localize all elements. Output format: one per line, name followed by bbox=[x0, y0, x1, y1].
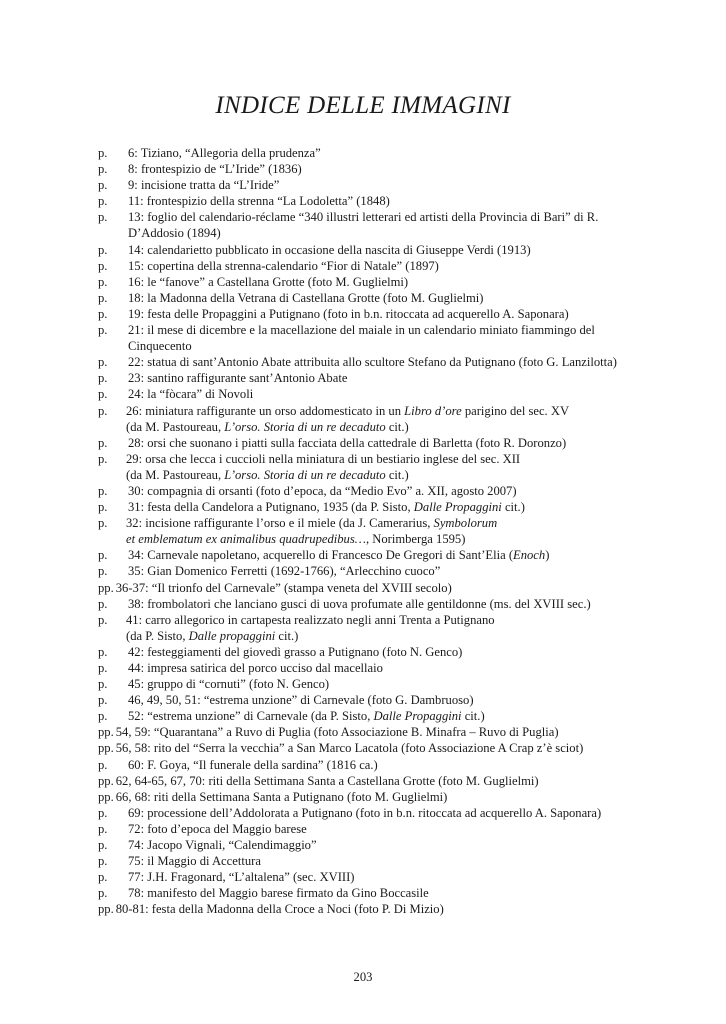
entry-text: 29: orsa che lecca i cuccioli nella miniatura di un bestiario inglese del sec. XII bbox=[126, 451, 521, 466]
entry-description bbox=[114, 740, 638, 756]
entry-text: cit.) bbox=[385, 419, 409, 434]
page-prefix: p. bbox=[98, 757, 108, 772]
entry-description bbox=[126, 209, 638, 241]
entry-text: parigino del sec. XV bbox=[461, 403, 570, 418]
entry-text: 66, 68: riti della Settimana Santa a Putignano (foto M. Guglielmi) bbox=[115, 789, 448, 804]
entry-text: 46, 49, 50, 51: “estrema unzione” di Carnevale (foto G. Dambruoso) bbox=[128, 693, 474, 708]
entry-description bbox=[126, 322, 638, 354]
italic-title: Dalle Propaggini bbox=[373, 709, 462, 724]
page-prefix: p. bbox=[98, 548, 108, 563]
entry-description bbox=[126, 547, 638, 563]
entry-description bbox=[126, 515, 638, 547]
entry-description bbox=[126, 563, 638, 579]
page-prefix: p. bbox=[98, 612, 108, 627]
entry-text: 36-37: “Il trionfo del Carnevale” (stampa veneta del XVIII secolo) bbox=[115, 580, 452, 595]
entry-description bbox=[126, 161, 638, 177]
page-prefix: p. bbox=[98, 854, 108, 869]
entry-text: 69: processione dell’Addolorata a Putignano (foto in b.n. ritoccata ad acquerello A. Saponara) bbox=[128, 805, 602, 820]
page-prefix: p. bbox=[98, 258, 108, 273]
index-entry bbox=[98, 740, 638, 756]
page-prefix: p. bbox=[98, 403, 108, 418]
page-prefix: p. bbox=[98, 677, 108, 692]
page-prefix: p. bbox=[98, 306, 108, 321]
page-prefix: p. bbox=[98, 644, 108, 659]
page-prefix: p. bbox=[98, 242, 108, 257]
entry-description bbox=[126, 290, 638, 306]
index-entry bbox=[98, 274, 638, 290]
index-entry bbox=[98, 885, 638, 901]
index-entry bbox=[98, 692, 638, 708]
index-entry bbox=[98, 547, 638, 563]
page-prefix: p. bbox=[98, 210, 108, 225]
entry-text: 52: “estrema unzione” di Carnevale (da P. Sisto, bbox=[128, 709, 374, 724]
index-entry bbox=[98, 258, 638, 274]
entry-description bbox=[126, 596, 638, 612]
entry-text: 60: F. Goya, “Il funerale della sardina” (1816 ca.) bbox=[128, 757, 378, 772]
index-entry bbox=[98, 901, 638, 917]
index-entry bbox=[98, 515, 638, 547]
italic-title: Symbolorum bbox=[433, 516, 498, 531]
entry-text: 35: Gian Domenico Ferretti (1692-1766), “Arlecchino cuoco” bbox=[128, 564, 441, 579]
entry-description bbox=[126, 821, 638, 837]
entry-description bbox=[126, 354, 638, 370]
page-prefix: p. bbox=[98, 371, 108, 386]
entry-text: 30: compagnia di orsanti (foto d’epoca, da “Medio Evo” a. XII, agosto 2007) bbox=[128, 483, 517, 498]
entry-text: 80-81: festa della Madonna della Croce a Noci (foto P. Di Mizio) bbox=[115, 902, 444, 917]
entry-line bbox=[126, 612, 638, 628]
italic-title: et emblematum ex animalibus quadrupedibus…, bbox=[126, 532, 370, 547]
index-entry bbox=[98, 580, 638, 596]
index-entry bbox=[98, 708, 638, 724]
entry-text: cit.) bbox=[385, 467, 409, 482]
image-index-list bbox=[98, 145, 638, 918]
entry-description bbox=[126, 177, 638, 193]
index-entry bbox=[98, 145, 638, 161]
page-prefix: p. bbox=[98, 821, 108, 836]
page-prefix: p. bbox=[98, 838, 108, 853]
page-prefix: p. bbox=[98, 596, 108, 611]
entry-text: 16: le “fanove” a Castellana Grotte (foto M. Guglielmi) bbox=[128, 274, 409, 289]
index-entry bbox=[98, 821, 638, 837]
index-entry bbox=[98, 563, 638, 579]
entry-line bbox=[126, 628, 638, 644]
page-prefix: pp. bbox=[98, 580, 114, 595]
page-prefix: p. bbox=[98, 355, 108, 370]
italic-title: Enoch bbox=[513, 548, 546, 563]
entry-text: 41: carro allegorico in cartapesta realizzato negli anni Trenta a Putignano bbox=[126, 612, 495, 627]
entry-description bbox=[126, 869, 638, 885]
page-prefix: p. bbox=[98, 564, 108, 579]
index-entry bbox=[98, 242, 638, 258]
entry-text: 74: Jacopo Vignali, “Calendimaggio” bbox=[128, 838, 317, 853]
entry-text: 31: festa della Candelora a Putignano, 1935 (da P. Sisto, bbox=[128, 500, 414, 515]
entry-text: 15: copertina della strenna-calendario “Fior di Natale” (1897) bbox=[128, 258, 439, 273]
index-entry bbox=[98, 435, 638, 451]
page-prefix: pp. bbox=[98, 725, 114, 740]
index-entry bbox=[98, 596, 638, 612]
index-entry bbox=[98, 805, 638, 821]
entry-description bbox=[126, 612, 638, 644]
entry-text: cit.) bbox=[501, 500, 525, 515]
italic-title: L’orso. Storia di un re decaduto bbox=[224, 419, 386, 434]
index-entry bbox=[98, 869, 638, 885]
page-prefix: p. bbox=[98, 483, 108, 498]
index-entry bbox=[98, 177, 638, 193]
index-entry bbox=[98, 161, 638, 177]
entry-description bbox=[126, 258, 638, 274]
entry-line bbox=[126, 467, 638, 483]
page-prefix: p. bbox=[98, 661, 108, 675]
index-entry bbox=[98, 660, 638, 676]
page-title: INDICE DELLE IMMAGINI bbox=[215, 92, 511, 119]
page-prefix: p. bbox=[98, 387, 108, 402]
entry-text: (da M. Pastoureau, bbox=[126, 419, 225, 434]
entry-description bbox=[114, 773, 638, 789]
index-entry bbox=[98, 676, 638, 692]
page-prefix: p. bbox=[98, 451, 108, 466]
page-prefix: p. bbox=[98, 709, 108, 724]
page-prefix: p. bbox=[98, 516, 108, 531]
entry-text: 72: foto d’epoca del Maggio barese bbox=[128, 821, 307, 836]
entry-description bbox=[126, 853, 638, 869]
page-prefix: p. bbox=[98, 435, 108, 450]
index-entry bbox=[98, 306, 638, 322]
entry-text: 22: statua di sant’Antonio Abate attribuita allo scultore Stefano da Putignano (foto G. Lanzilotta) bbox=[128, 355, 617, 370]
entry-text: 44: impresa satirica del porco ucciso dal macellaio bbox=[128, 661, 383, 675]
entry-description bbox=[126, 660, 638, 676]
italic-title: Dalle Propaggini bbox=[413, 500, 502, 515]
entry-description bbox=[126, 708, 638, 724]
entry-text: 19: festa delle Propaggini a Putignano (foto in b.n. ritoccata ad acquerello A. Saponara) bbox=[128, 306, 569, 321]
index-entry bbox=[98, 837, 638, 853]
page-prefix: p. bbox=[98, 323, 108, 338]
index-entry bbox=[98, 773, 638, 789]
entry-text: Norimberga 1595) bbox=[369, 532, 466, 547]
page-prefix: p. bbox=[98, 290, 108, 305]
italic-title: Libro d’ore bbox=[404, 403, 462, 418]
entry-text: 11: frontespizio della strenna “La Lodoletta” (1848) bbox=[128, 194, 390, 209]
page-prefix: p. bbox=[98, 870, 108, 885]
index-entry bbox=[98, 193, 638, 209]
entry-text: 45: gruppo di “cornuti” (foto N. Genco) bbox=[128, 677, 330, 692]
entry-text: 54, 59: “Quarantana” a Ruvo di Puglia (foto Associazione B. Minafra – Ruvo di Puglia) bbox=[115, 725, 559, 740]
index-entry bbox=[98, 853, 638, 869]
entry-description bbox=[114, 580, 638, 596]
entry-text: 28: orsi che suonano i piatti sulla facciata della cattedrale di Barletta (foto R. Doronzo) bbox=[128, 435, 567, 450]
index-entry bbox=[98, 370, 638, 386]
entry-text: 8: frontespizio de “L’Iride” (1836) bbox=[128, 162, 302, 177]
entry-text: (da P. Sisto, bbox=[126, 628, 189, 643]
entry-description bbox=[126, 370, 638, 386]
entry-text: cit.) bbox=[461, 709, 485, 724]
entry-text: 26: miniatura raffigurante un orso addomesticato in un bbox=[126, 403, 405, 418]
entry-description bbox=[126, 885, 638, 901]
page-prefix: p. bbox=[98, 178, 108, 193]
entry-text: (da M. Pastoureau, bbox=[126, 467, 225, 482]
entry-description bbox=[126, 193, 638, 209]
entry-description bbox=[126, 483, 638, 499]
index-entry bbox=[98, 209, 638, 241]
entry-text: 23: santino raffigurante sant’Antonio Abate bbox=[128, 371, 348, 386]
entry-text: cit.) bbox=[275, 628, 299, 643]
index-entry bbox=[98, 483, 638, 499]
entry-description bbox=[126, 435, 638, 451]
page-prefix: p. bbox=[98, 194, 108, 209]
entry-description bbox=[126, 403, 638, 435]
entry-text: 18: la Madonna della Vetrana di Castellana Grotte (foto M. Guglielmi) bbox=[128, 290, 484, 305]
index-entry bbox=[98, 322, 638, 354]
index-entry bbox=[98, 644, 638, 660]
entry-description bbox=[126, 837, 638, 853]
entry-text: 75: il Maggio di Accettura bbox=[128, 854, 261, 869]
page-prefix: p. bbox=[98, 693, 108, 708]
entry-text: 21: il mese di dicembre e la macellazione del maiale in un calendario miniato fiammingo del Cinquecento bbox=[128, 323, 595, 354]
page-prefix: p. bbox=[98, 274, 108, 289]
entry-text: 38: frombolatori che lanciano gusci di uova profumate alle gentildonne (ms. del XVIII sec.) bbox=[128, 596, 591, 611]
entry-description bbox=[114, 724, 638, 740]
page-prefix: pp. bbox=[98, 773, 114, 788]
page-prefix: p. bbox=[98, 886, 108, 901]
page-prefix: p. bbox=[98, 146, 108, 160]
entry-text: 77: J.H. Fragonard, “L’altalena” (sec. XVIII) bbox=[128, 870, 355, 885]
page-prefix: pp. bbox=[98, 741, 114, 756]
index-entry bbox=[98, 724, 638, 740]
index-entry bbox=[98, 354, 638, 370]
index-entry bbox=[98, 499, 638, 515]
italic-title: Dalle propaggini bbox=[188, 628, 276, 643]
entry-description bbox=[114, 789, 638, 805]
entry-line bbox=[126, 531, 638, 547]
page-prefix: p. bbox=[98, 162, 108, 177]
entry-description bbox=[126, 242, 638, 258]
page-prefix: p. bbox=[98, 500, 108, 515]
index-entry bbox=[98, 612, 638, 644]
index-entry bbox=[98, 403, 638, 435]
index-entry bbox=[98, 757, 638, 773]
entry-description bbox=[126, 145, 638, 161]
entry-description bbox=[114, 901, 638, 917]
index-entry bbox=[98, 451, 638, 483]
index-entry bbox=[98, 789, 638, 805]
entry-line bbox=[126, 419, 638, 435]
entry-description bbox=[126, 692, 638, 708]
entry-description bbox=[126, 644, 638, 660]
entry-text: 14: calendarietto pubblicato in occasione della nascita di Giuseppe Verdi (1913) bbox=[128, 242, 531, 257]
page-prefix: p. bbox=[98, 805, 108, 820]
entry-text: 42: festeggiamenti del giovedì grasso a Putignano (foto N. Genco) bbox=[128, 644, 463, 659]
entry-text: 24: la “fòcara” di Novoli bbox=[128, 387, 254, 402]
page-prefix: pp. bbox=[98, 902, 114, 917]
entry-description bbox=[126, 499, 638, 515]
index-entry bbox=[98, 290, 638, 306]
entry-text: 6: Tiziano, “Allegoria della prudenza” bbox=[128, 146, 321, 160]
entry-description bbox=[126, 805, 638, 821]
entry-line bbox=[126, 403, 638, 419]
entry-text: 56, 58: rito del “Serra la vecchia” a San Marco Lacatola (foto Associazione A Crap z’è sciot) bbox=[115, 741, 584, 756]
entry-text: 34: Carnevale napoletano, acquerello di Francesco De Gregori di Sant’Elia ( bbox=[128, 548, 514, 563]
entry-text: 9: incisione tratta da “L’Iride” bbox=[128, 178, 280, 193]
entry-line bbox=[126, 515, 638, 531]
index-entry bbox=[98, 386, 638, 402]
entry-description bbox=[126, 386, 638, 402]
entry-text: 13: foglio del calendario-réclame “340 illustri letterari ed artisti della Provincia di Bari” di R. D’Addosio (1894) bbox=[128, 210, 599, 241]
entry-description bbox=[126, 451, 638, 483]
entry-description bbox=[126, 274, 638, 290]
entry-description bbox=[126, 306, 638, 322]
entry-line bbox=[126, 451, 638, 467]
entry-text: ) bbox=[545, 548, 550, 563]
entry-text: 78: manifesto del Maggio barese firmato da Gino Boccasile bbox=[128, 886, 429, 901]
page-prefix: pp. bbox=[98, 789, 114, 804]
italic-title: L’orso. Storia di un re decaduto bbox=[224, 467, 386, 482]
entry-description bbox=[126, 757, 638, 773]
page-number: 203 bbox=[353, 970, 373, 984]
entry-description bbox=[126, 676, 638, 692]
entry-text: 62, 64-65, 67, 70: riti della Settimana Santa a Castellana Grotte (foto M. Guglielmi) bbox=[115, 773, 539, 788]
entry-text: 32: incisione raffigurante l’orso e il miele (da J. Camerarius, bbox=[126, 516, 434, 531]
